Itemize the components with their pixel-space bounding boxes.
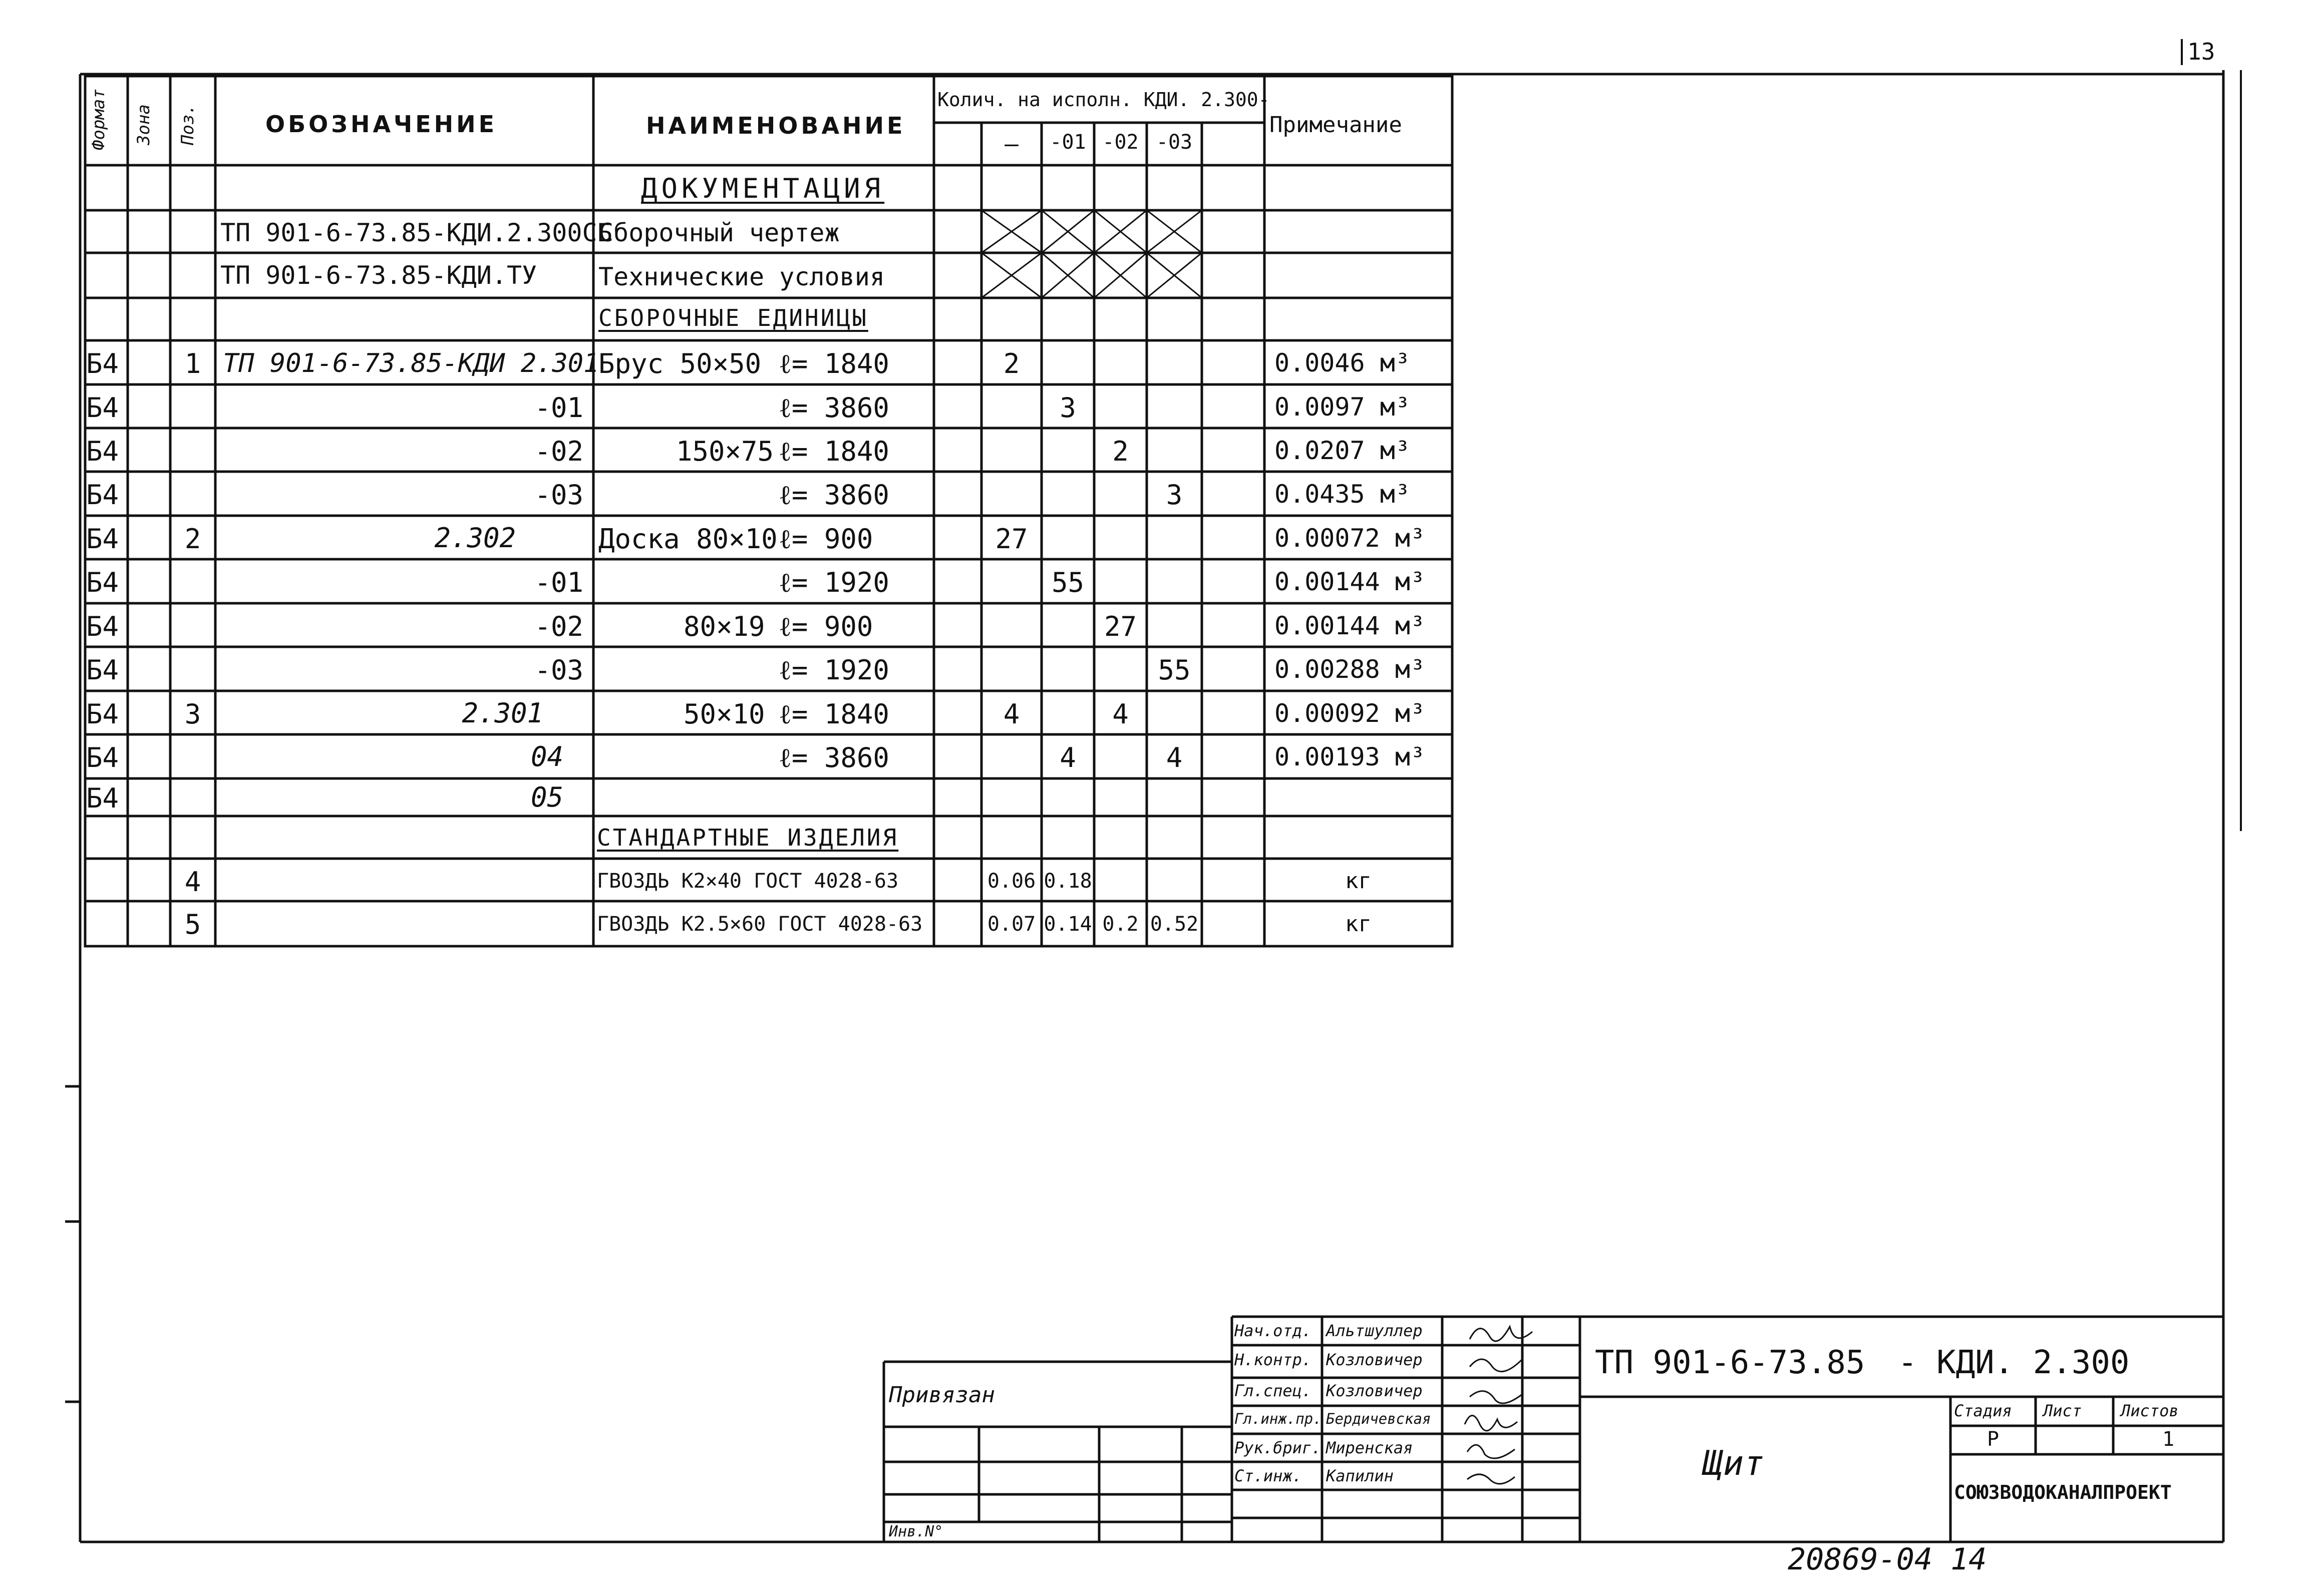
row-length: ℓ= 3860 [779,392,889,424]
role-label: Рук.бриг. [1234,1438,1322,1457]
row-note: 0.0435 м³ [1274,480,1410,509]
row-name: Доска 80×10 [598,523,778,555]
col-header-name: НАИМЕНОВАНИЕ [646,112,906,139]
role-label: Гл.инж.пр. [1234,1410,1322,1427]
row-qty-1: 55 [1051,567,1085,598]
role-person: Миренская [1326,1438,1413,1457]
row-designation: 04 [530,741,563,772]
section-standard: СТАНДАРТНЫЕ ИЗДЕЛИЯ [597,824,899,851]
doc-row-designation: ТП 901-6-73.85-КДИ.2.300СБ [220,218,612,247]
row-designation: ТП 901-6-73.85-КДИ 2.301 [223,348,599,378]
row-designation: -03 [534,654,583,686]
row-format: Б4 [86,782,119,814]
row-qty-1: 3 [1060,392,1076,424]
role-person: Капилин [1326,1466,1394,1485]
row-length: ℓ= 1920 [779,654,889,686]
row-format: Б4 [86,567,119,598]
role-label: Нач.отд. [1234,1321,1312,1340]
row-format: Б4 [86,392,119,424]
row-qty-0: 27 [995,523,1028,555]
col-header-zone: Зона [134,104,154,145]
col-header-note: Примечание [1269,112,1402,138]
std-row-qty-2: 0.2 [1102,913,1139,936]
row-note: 0.0207 м³ [1274,436,1410,465]
row-length: ℓ= 1840 [779,348,889,379]
col-header-qty-1: -01 [1050,131,1086,154]
row-note: 0.00092 м³ [1274,699,1426,728]
row-pos: 2 [184,523,201,555]
sheets-value: 1 [2162,1428,2175,1451]
row-note: 0.00193 м³ [1274,742,1426,771]
inv-label: Инв.N° [889,1523,943,1540]
footer-code: 20869-04 14 [1788,1542,1987,1577]
row-pos: 3 [184,698,201,730]
row-pos: 1 [184,348,201,379]
row-length: ℓ= 900 [779,611,873,642]
row-qty-2: 27 [1104,611,1137,642]
row-note: 0.0097 м³ [1274,392,1410,422]
row-length: ℓ= 1840 [779,698,889,730]
std-row-qty-1: 0.14 [1044,913,1092,936]
row-note: 0.00072 м³ [1274,524,1426,553]
section-documentation: ДОКУМЕНТАЦИЯ [641,173,885,204]
row-format: Б4 [86,523,119,555]
row-note: 0.00144 м³ [1274,611,1426,640]
std-row-name: ГВОЗДЬ К2×40 ГОСТ 4028-63 [597,870,899,893]
role-person: Козловичер [1326,1381,1423,1400]
row-designation: -03 [534,479,583,511]
row-note: 0.0046 м³ [1274,348,1410,377]
row-format: Б4 [86,436,119,467]
std-row-qty-0: 0.07 [987,913,1036,936]
col-header-format: Формат [89,89,109,150]
role-label: Н.контр. [1234,1350,1312,1369]
drawing-title: Щит [1703,1444,1764,1483]
stage-value: Р [1987,1428,2000,1451]
row-length: ℓ= 1840 [779,436,889,467]
row-length: ℓ= 3860 [779,479,889,511]
doc-row-name: Сборочный чертеж [598,218,840,247]
doc-code-suffix: - КДИ. 2.300 [1898,1344,2130,1381]
row-format: Б4 [86,611,119,642]
role-person: Альтшуллер [1326,1321,1423,1340]
section-assemblies: СБОРОЧНЫЕ ЕДИНИЦЫ [598,304,868,331]
row-designation: 2.301 [462,697,543,729]
sheet-label: Лист [2043,1401,2082,1420]
row-format: Б4 [86,479,119,511]
row-qty-2: 2 [1112,436,1129,467]
row-name: 50×10 [684,698,765,730]
privyazan-label: Привязан [889,1382,995,1408]
row-length: ℓ= 1920 [779,567,889,598]
row-note: 0.00288 м³ [1274,655,1426,684]
row-designation: -01 [534,567,583,598]
row-name: 150×75 [676,436,774,467]
doc-code: ТП 901-6-73.85 [1595,1344,1865,1381]
sheets-label: Листов [2121,1401,2179,1420]
row-qty-0: 4 [1003,698,1020,730]
row-note: 0.00144 м³ [1274,567,1426,596]
row-qty-3: 4 [1166,742,1183,773]
row-format: Б4 [86,348,119,379]
row-designation: -02 [534,611,583,642]
row-length: ℓ= 3860 [779,742,889,773]
doc-row-name: Технические условия [598,262,885,291]
doc-row-designation: ТП 901-6-73.85-КДИ.ТУ [220,261,537,290]
row-length: ℓ= 900 [779,523,873,555]
stage-label: Стадия [1954,1401,2012,1420]
std-row-name: ГВОЗДЬ К2.5×60 ГОСТ 4028-63 [597,913,923,936]
row-designation: -01 [534,392,583,424]
col-header-qty-0: – [1005,130,1019,157]
row-designation: 2.302 [434,522,516,554]
col-header-designation: ОБОЗНАЧЕНИЕ [265,111,498,138]
std-row-pos: 5 [184,909,201,940]
organization: СОЮЗВОДОКАНАЛПРОЕКТ [1954,1481,2172,1503]
row-name: Брус 50×50 [598,348,762,379]
row-designation: -02 [534,436,583,467]
row-format: Б4 [86,654,119,686]
role-label: Гл.спец. [1234,1381,1312,1400]
std-row-qty-3: 0.52 [1150,913,1199,936]
page-number: 13 [2187,38,2215,65]
row-format: Б4 [86,698,119,730]
row-name: 80×19 [684,611,765,642]
std-row-note: кг [1345,868,1372,894]
col-header-qty-3: -03 [1156,131,1193,154]
std-row-qty-1: 0.18 [1044,870,1092,893]
row-qty-0: 2 [1003,348,1020,379]
std-row-note: кг [1345,911,1372,937]
row-qty-3: 3 [1166,479,1183,511]
col-header-qty-group: Колич. на исполн. КДИ. 2.300- [937,89,1270,111]
row-qty-3: 55 [1158,654,1191,686]
row-designation: 05 [530,781,563,813]
role-person: Бердичевская [1326,1410,1431,1427]
std-row-qty-0: 0.06 [987,870,1036,893]
role-person: Козловичер [1326,1350,1423,1369]
row-qty-1: 4 [1060,742,1076,773]
col-header-pos: Поз. [178,104,198,145]
col-header-qty-2: -02 [1102,131,1139,154]
std-row-pos: 4 [184,866,201,898]
row-format: Б4 [86,742,119,773]
row-qty-2: 4 [1112,698,1129,730]
role-label: Ст.инж. [1234,1466,1302,1485]
